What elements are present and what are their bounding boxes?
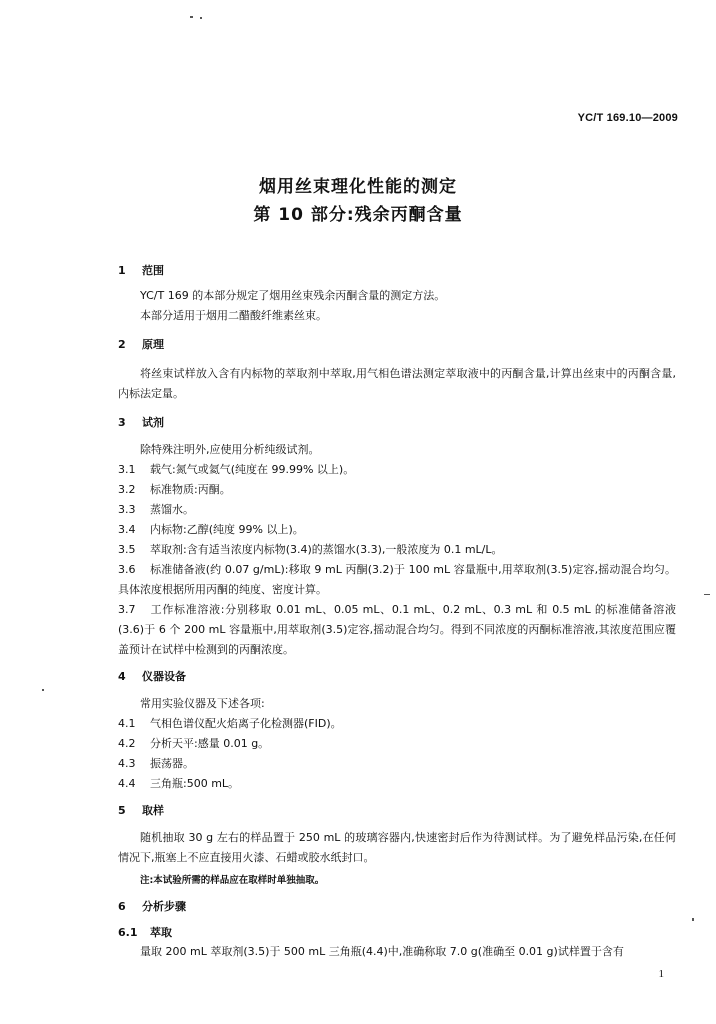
section-1-paragraph-1 <box>118 286 676 306</box>
section-1-heading <box>118 262 164 278</box>
item-number: 3.3 <box>118 503 136 516</box>
section-number: 1 <box>118 264 126 277</box>
list-item <box>118 774 676 794</box>
section-title: 试剂 <box>142 416 164 429</box>
list-item <box>118 600 676 660</box>
section-number: 5 <box>118 804 126 817</box>
item-text: 标准物质:丙酮。 <box>150 483 231 496</box>
item-text: 分析天平:感量 0.01 g。 <box>150 737 270 750</box>
document-title-line2: 第 10 部分:残余丙酮含量 <box>253 205 463 225</box>
paragraph-text: YC/T 169 的本部分规定了烟用丝束残余丙酮含量的测定方法。 <box>140 289 446 302</box>
scan-speck <box>692 918 694 921</box>
item-text: 三角瓶:500 mL。 <box>150 777 240 790</box>
section-title: 原理 <box>142 338 164 351</box>
paragraph-text: 随机抽取 30 g 左右的样品置于 250 mL 的玻璃容器内,快速密封后作为待测试样。为了避免样品污染,在任何情况下,瓶塞上不应直接用火漆、石蜡或胶水纸封口。 <box>118 831 676 864</box>
section-1-paragraph-2 <box>118 306 676 326</box>
paragraph-text: 量取 200 mL 萃取剂(3.5)于 500 mL 三角瓶(4.4)中,准确称取 7.0 g(准确至 0.01 g)试样置于含有 <box>140 945 624 958</box>
item-text: 振荡器。 <box>150 757 194 770</box>
subsection-title: 萃取 <box>150 926 172 939</box>
section-4-intro <box>118 694 676 714</box>
subsection-6-1-heading <box>118 924 172 940</box>
list-item <box>118 734 676 754</box>
section-number: 2 <box>118 338 126 351</box>
section-5-heading <box>118 802 164 818</box>
section-3-heading <box>118 414 164 430</box>
section-5-paragraph-1 <box>118 828 676 868</box>
paragraph-text: 本部分适用于烟用二醋酸纤维素丝束。 <box>140 309 327 322</box>
paragraph-text: 除特殊注明外,应使用分析纯级试剂。 <box>140 443 320 456</box>
list-item <box>118 500 676 520</box>
list-item <box>118 560 676 600</box>
item-text: 萃取剂:含有适当浓度内标物(3.4)的蒸馏水(3.3),一般浓度为 0.1 mL/L。 <box>150 543 503 556</box>
item-number: 3.1 <box>118 463 136 476</box>
item-text: 气相色谱仪配火焰离子化检测器(FID)。 <box>150 717 342 730</box>
section-title: 范围 <box>142 264 164 277</box>
item-number: 3.2 <box>118 483 136 496</box>
list-item <box>118 540 676 560</box>
list-item <box>118 520 676 540</box>
scan-speck <box>704 594 710 595</box>
subsection-number: 6.1 <box>118 926 138 939</box>
paragraph-text: 将丝束试样放入含有内标物的萃取剂中萃取,用气相色谱法测定萃取液中的丙酮含量,计算出丝束中的丙酮含量,内标法定量。 <box>118 367 676 400</box>
paragraph-text: 常用实验仪器及下述各项: <box>140 697 265 710</box>
scan-speck <box>42 689 44 691</box>
section-2-paragraph-1 <box>118 364 676 404</box>
section-4-heading <box>118 668 186 684</box>
item-number: 3.6 <box>118 563 136 576</box>
item-number: 3.4 <box>118 523 136 536</box>
section-number: 6 <box>118 900 126 913</box>
item-number: 4.3 <box>118 757 136 770</box>
section-2-heading <box>118 336 164 352</box>
section-6-paragraph-1 <box>118 942 676 962</box>
item-number: 4.2 <box>118 737 136 750</box>
item-text: 内标物:乙醇(纯度 99% 以上)。 <box>150 523 304 536</box>
section-number: 4 <box>118 670 126 683</box>
item-text: 载气:氮气或氦气(纯度在 99.99% 以上)。 <box>150 463 355 476</box>
item-number: 3.7 <box>118 603 136 616</box>
section-6-heading <box>118 898 186 914</box>
section-3-intro <box>118 440 676 460</box>
list-item <box>118 754 676 774</box>
scan-speck <box>190 16 193 18</box>
document-title-line1: 烟用丝束理化性能的测定 <box>259 177 457 197</box>
list-item <box>118 460 676 480</box>
item-text: 蒸馏水。 <box>150 503 194 516</box>
section-title: 分析步骤 <box>142 900 186 913</box>
scan-speck <box>200 17 202 19</box>
page-number: 1 <box>658 968 664 980</box>
section-title: 取样 <box>142 804 164 817</box>
item-number: 4.1 <box>118 717 136 730</box>
list-item <box>118 480 676 500</box>
list-item <box>118 714 676 734</box>
section-number: 3 <box>118 416 126 429</box>
item-text: 工作标准溶液:分别移取 0.01 mL、0.05 mL、0.1 mL、0.2 mL、0.3 mL 和 0.5 mL 的标准储备溶液(3.6)于 6 个 200 mL 容量瓶中,用萃取剂(3.5)定容,摇动混合均匀。得到不同浓度的丙酮标准溶液,其浓度范围应覆盖预计在试样中检测到的丙酮浓度。 <box>118 603 676 656</box>
item-number: 4.4 <box>118 777 136 790</box>
item-text: 标准储备液(约 0.07 g/mL):移取 9 mL 丙酮(3.2)于 100 mL 容量瓶中,用萃取剂(3.5)定容,摇动混合均匀。具体浓度根据所用丙酮的纯度、密度计算。 <box>118 563 676 596</box>
item-number: 3.5 <box>118 543 136 556</box>
section-title: 仪器设备 <box>142 670 186 683</box>
note: 注:本试验所需的样品应在取样时单独抽取。 <box>140 875 325 886</box>
standard-code: YC/T 169.10—2009 <box>577 112 678 124</box>
